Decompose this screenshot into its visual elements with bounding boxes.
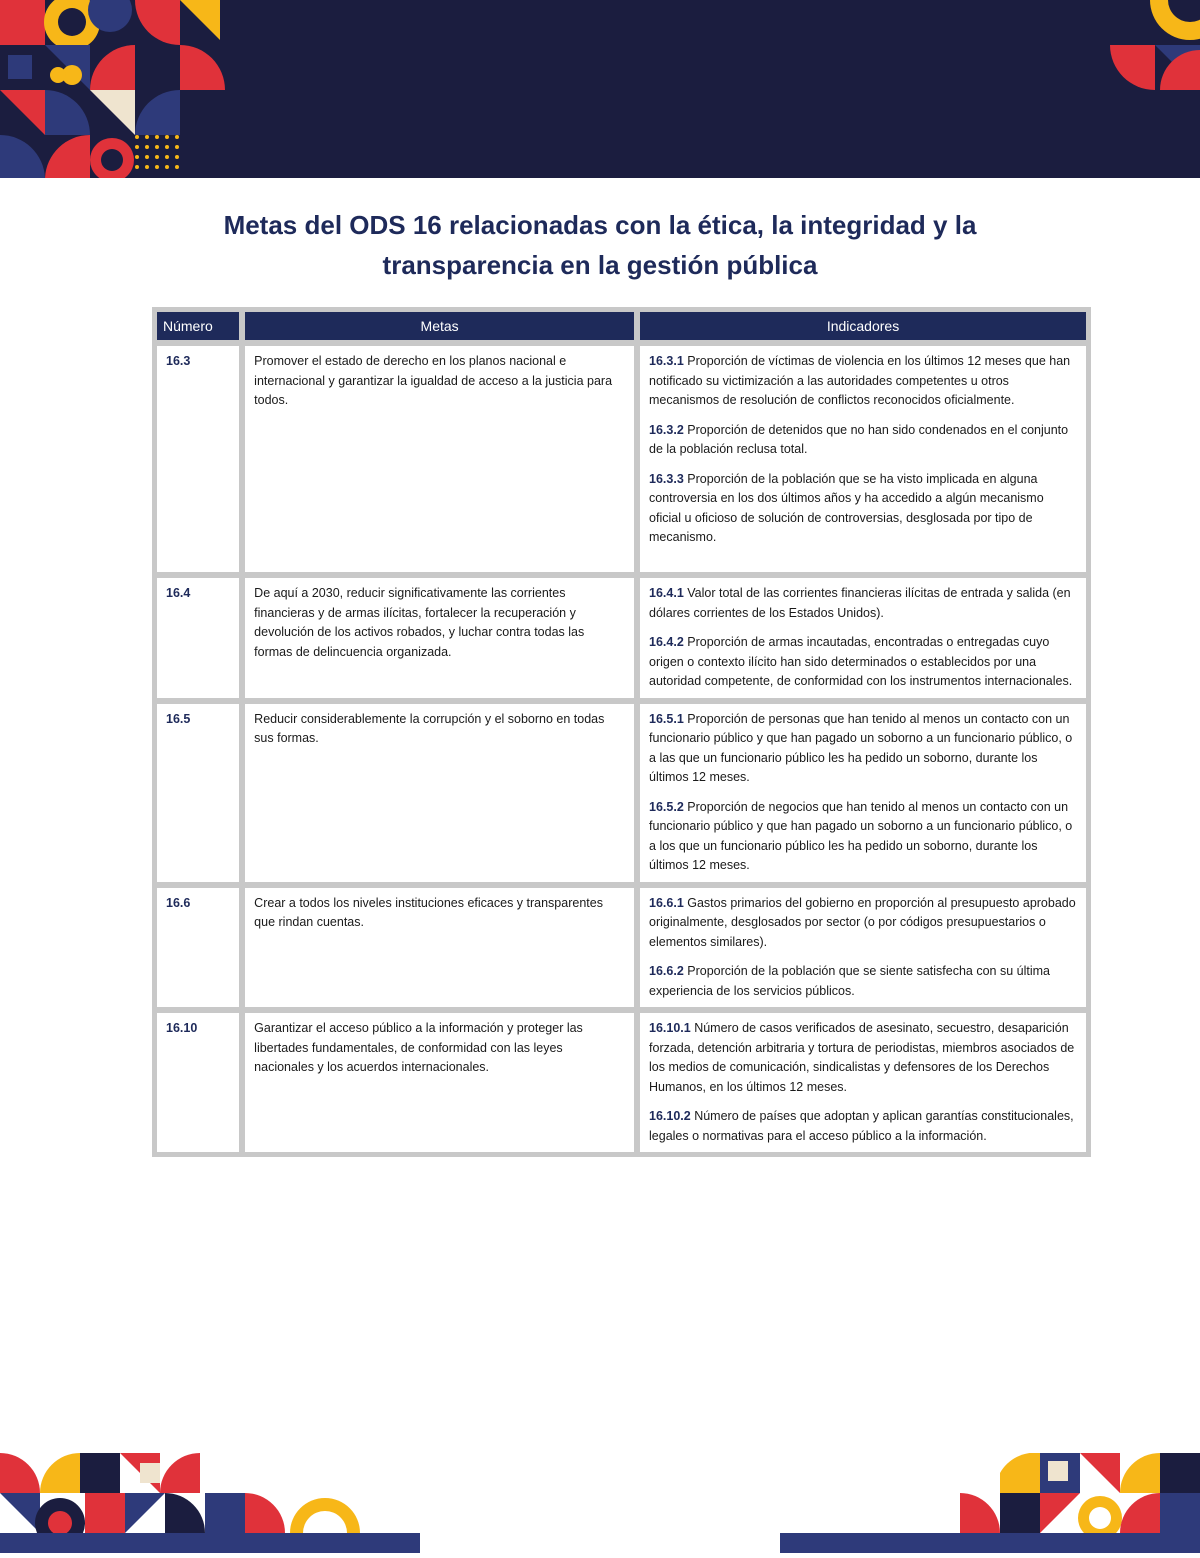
indicator-text: Proporción de la población que se siente satisfecha con su última experiencia de los servicios públicos. [649,964,1050,998]
indicator-code: 16.5.2 [649,799,684,814]
header-numero: Número [157,312,239,340]
indicator-code: 16.3.3 [649,471,684,486]
row-meta: Garantizar el acceso público a la información y proteger las libertades fundamentales, de conformidad con las leyes nacionales y los acuerdos internacionales. [245,1013,634,1152]
header-metas: Metas [245,312,634,340]
row-indicators [640,346,1086,572]
indicator-text: Gastos primarios del gobierno en proporción al presupuesto aprobado originalmente, desglosados por sector (o por códigos presupuestarios o elementos similares). [649,895,1076,949]
row-meta: Crear a todos los niveles instituciones eficaces y transparentes que rindan cuentas. [245,888,634,1008]
indicator-item [649,710,1077,788]
indicator-text: Proporción de personas que han tenido al menos un contacto con un funcionario público y que han pagado un soborno a un funcionario público, o a las que un funcionario público les ha pedido un soborno, durante los últimos 12 meses. [649,711,1073,784]
row-indicators [640,888,1086,1008]
title-line-2: transparencia en la gestión pública [382,250,818,280]
indicator-code: 16.5.1 [649,711,684,726]
row-indicators [640,1013,1086,1152]
table-row [157,1013,1086,1152]
indicator-item [649,962,1077,1001]
table-row [157,578,1086,698]
row-indicators [640,578,1086,698]
indicator-text: Proporción de negocios que han tenido al menos un contacto con un funcionario público y que han pagado un soborno a un funcionario público, o a los que un funcionario público les ha pedido un soborno, durante los últimos 12 meses. [649,799,1073,872]
indicator-item [649,1107,1077,1146]
row-number: 16.10 [157,1013,239,1152]
page-title [0,205,1200,285]
footer-banner [0,1453,1200,1553]
row-indicators [640,704,1086,882]
row-meta: De aquí a 2030, reducir significativamente las corrientes financieras y de armas ilícitas, fortalecer la recuperación y devolución de los activos robados, y luchar contra todas las formas de delincuencia organizada. [245,578,634,698]
indicator-item [649,421,1077,460]
indicator-item [649,584,1077,623]
indicator-item [649,798,1077,876]
table-row [157,888,1086,1008]
indicator-item [649,1019,1077,1097]
header-banner [0,0,1200,178]
indicator-text: Proporción de detenidos que no han sido condenados en el conjunto de la población reclusa total. [649,422,1069,456]
indicator-code: 16.10.2 [649,1109,691,1123]
indicator-code: 16.3.2 [649,422,684,437]
indicator-text: Número de países que adoptan y aplican garantías constitucionales, legales o normativas para el acceso público a la información. [649,1109,1074,1143]
indicator-code: 16.4.2 [649,635,684,649]
title-line-1: Metas del ODS 16 relacionadas con la ética, la integridad y la [223,210,977,240]
indicator-item [649,633,1077,692]
indicator-code: 16.4.1 [649,586,684,600]
goals-table [152,307,1091,1157]
footer-pattern-graphic [0,1453,1200,1553]
indicator-text: Número de casos verificados de asesinato, secuestro, desaparición forzada, detención arbitraria y tortura de periodistas, miembros asociados de los medios de comunicación, sindicalistas y defensores de los Derechos Humanos, en los últimos 12 meses. [649,1021,1075,1094]
row-meta: Reducir considerablemente la corrupción y el soborno en todas sus formas. [245,704,634,882]
indicator-code: 16.6.1 [649,895,684,910]
indicator-item [649,894,1077,953]
row-number: 16.5 [157,704,239,882]
indicator-text: Proporción de víctimas de violencia en los últimos 12 meses que han notificado su victimización a las autoridades competentes u otros mecanismos de resolución de conflictos reconocidos oficialmente. [649,354,1071,407]
indicator-text: Proporción de la población que se ha visto implicada en alguna controversia en los dos últimos años y ha accedido a algún mecanismo oficial u oficioso de solución de controversias, desglosada por tipo de mecanismo. [649,471,1044,544]
geometric-pattern-graphic [0,0,1200,178]
indicator-text: Proporción de armas incautadas, encontradas o entregadas cuyo origen o contexto ilícito han sido determinados o establecidos por una autoridad competente, de conformidad con los instrumentos internacionales. [649,635,1073,688]
table-header-row [157,312,1086,340]
table-row [157,704,1086,882]
header-indicadores: Indicadores [640,312,1086,340]
indicator-item [649,470,1077,548]
row-number: 16.6 [157,888,239,1008]
indicator-item [649,352,1077,411]
indicator-code: 16.6.2 [649,964,684,978]
indicator-code: 16.10.1 [649,1021,691,1035]
row-number: 16.4 [157,578,239,698]
table-row [157,346,1086,572]
row-number: 16.3 [157,346,239,572]
indicator-code: 16.3.1 [649,354,684,368]
row-meta: Promover el estado de derecho en los planos nacional e internacional y garantizar la igualdad de acceso a la justicia para todos. [245,346,634,572]
indicator-text: Valor total de las corrientes financieras ilícitas de entrada y salida (en dólares corrientes de los Estados Unidos). [649,586,1071,620]
